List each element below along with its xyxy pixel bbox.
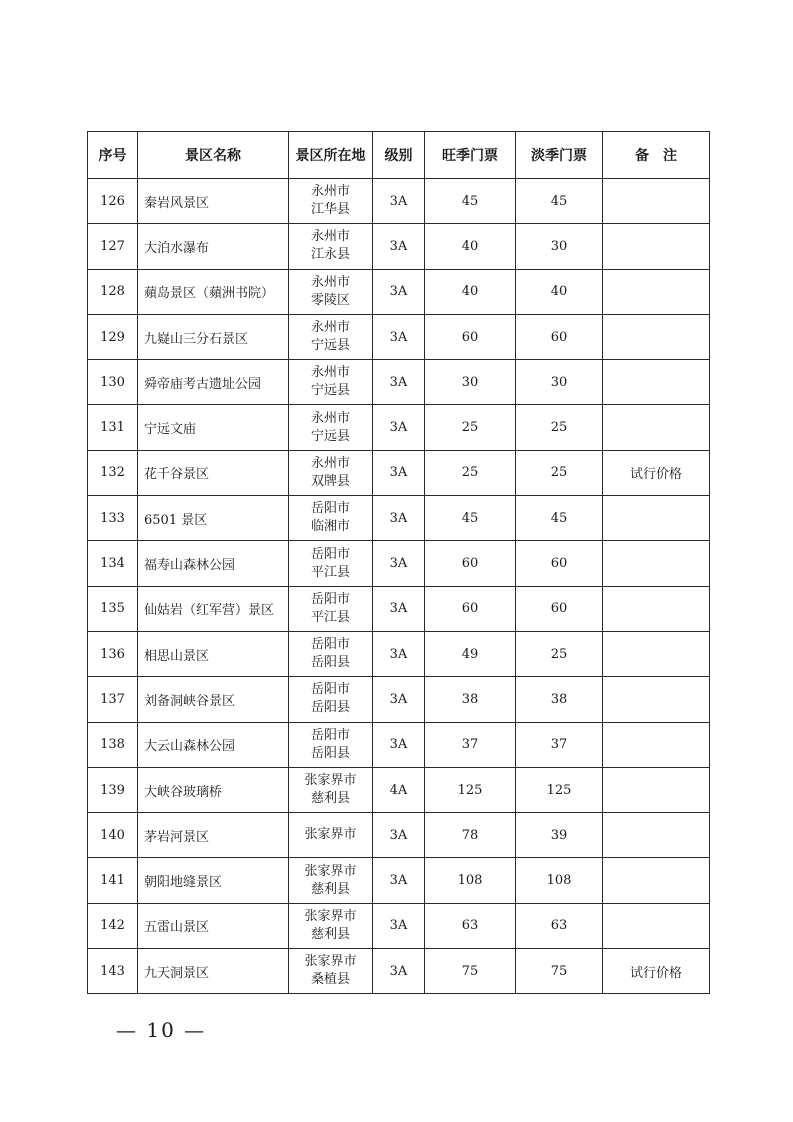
cell-scenic-name: 秦岩风景区 <box>138 179 289 224</box>
location-county: 宁远县 <box>310 338 350 354</box>
cell-serial-number: 137 <box>88 677 138 722</box>
location-county: 岳阳县 <box>310 700 350 716</box>
cell-peak-ticket: 78 <box>425 813 516 858</box>
cell-remarks <box>603 496 710 541</box>
cell-serial-number: 127 <box>88 224 138 269</box>
cell-location <box>289 450 373 495</box>
location-city: 岳阳市 <box>310 727 350 743</box>
location-county: 平江县 <box>310 564 350 580</box>
location-county: 岳阳县 <box>310 655 350 671</box>
cell-serial-number: 131 <box>88 405 138 450</box>
table-row <box>88 314 710 359</box>
location-county: 慈利县 <box>310 791 350 806</box>
location-city: 张家界市 <box>304 863 357 879</box>
cell-location <box>289 405 373 450</box>
location-city: 永州市 <box>310 455 350 471</box>
cell-offpeak-ticket: 37 <box>516 722 603 767</box>
cell-location <box>289 949 373 994</box>
cell-scenic-name: 大云山森林公园 <box>138 722 289 767</box>
cell-scenic-name: 蘋岛景区（蘋洲书院） <box>138 269 289 314</box>
cell-level: 3A <box>373 269 425 314</box>
cell-level: 3A <box>373 813 425 858</box>
cell-scenic-name: 6501 景区 <box>138 496 289 541</box>
location-city: 岳阳市 <box>310 591 350 607</box>
cell-remarks <box>603 541 710 586</box>
cell-serial-number: 140 <box>88 813 138 858</box>
scenic-area-price-table <box>87 131 710 994</box>
cell-location <box>289 858 373 903</box>
cell-offpeak-ticket: 25 <box>516 631 603 676</box>
location-city: 永州市 <box>310 320 350 336</box>
cell-peak-ticket: 60 <box>425 586 516 631</box>
cell-remarks <box>603 360 710 405</box>
header-scenic-name: 景区名称 <box>138 132 289 179</box>
location-city: 张家界市 <box>304 773 357 788</box>
location-city: 永州市 <box>310 410 350 426</box>
cell-offpeak-ticket: 60 <box>516 541 603 586</box>
location-city: 张家界市 <box>304 908 357 924</box>
location-city: 岳阳市 <box>310 682 350 698</box>
cell-peak-ticket: 108 <box>425 858 516 903</box>
cell-level: 3A <box>373 858 425 903</box>
location-county: 平江县 <box>310 609 350 625</box>
cell-peak-ticket: 25 <box>425 450 516 495</box>
cell-level: 3A <box>373 903 425 948</box>
location-city: 永州市 <box>310 365 350 381</box>
table-row <box>88 405 710 450</box>
location-city: 永州市 <box>310 184 350 200</box>
cell-serial-number: 142 <box>88 903 138 948</box>
cell-offpeak-ticket: 30 <box>516 224 603 269</box>
cell-peak-ticket: 37 <box>425 722 516 767</box>
table-row <box>88 450 710 495</box>
location-county: 江永县 <box>310 247 350 263</box>
header-level: 级别 <box>373 132 425 179</box>
header-location: 景区所在地 <box>289 132 373 179</box>
table-row <box>88 631 710 676</box>
location-county: 江华县 <box>310 202 350 218</box>
location-county: 宁远县 <box>310 383 350 399</box>
cell-level: 3A <box>373 677 425 722</box>
cell-scenic-name: 宁远文庙 <box>138 405 289 450</box>
cell-remarks <box>603 179 710 224</box>
cell-level: 3A <box>373 405 425 450</box>
cell-location <box>289 586 373 631</box>
cell-level: 3A <box>373 541 425 586</box>
cell-offpeak-ticket: 39 <box>516 813 603 858</box>
cell-scenic-name: 大泊水瀑布 <box>138 224 289 269</box>
table-row <box>88 224 710 269</box>
header-remarks: 备 注 <box>603 132 710 179</box>
cell-serial-number: 139 <box>88 767 138 812</box>
cell-scenic-name: 五雷山景区 <box>138 903 289 948</box>
cell-scenic-name: 花千谷景区 <box>138 450 289 495</box>
cell-remarks <box>603 586 710 631</box>
cell-serial-number: 135 <box>88 586 138 631</box>
table-row <box>88 360 710 405</box>
cell-peak-ticket: 40 <box>425 269 516 314</box>
cell-offpeak-ticket: 38 <box>516 677 603 722</box>
cell-peak-ticket: 60 <box>425 541 516 586</box>
cell-remarks <box>603 405 710 450</box>
cell-remarks <box>603 314 710 359</box>
cell-offpeak-ticket: 125 <box>516 767 603 812</box>
cell-level: 4A <box>373 767 425 812</box>
table-row <box>88 813 710 858</box>
cell-peak-ticket: 45 <box>425 179 516 224</box>
cell-serial-number: 136 <box>88 631 138 676</box>
cell-location <box>289 677 373 722</box>
cell-remarks: 试行价格 <box>603 450 710 495</box>
location-county: 桑植县 <box>310 972 350 988</box>
cell-offpeak-ticket: 45 <box>516 496 603 541</box>
cell-remarks <box>603 722 710 767</box>
table-row <box>88 949 710 994</box>
cell-scenic-name: 仙姑岩（红军营）景区 <box>138 586 289 631</box>
cell-location <box>289 541 373 586</box>
cell-peak-ticket: 125 <box>425 767 516 812</box>
location-county: 慈利县 <box>310 926 350 942</box>
cell-scenic-name: 大峡谷玻璃桥 <box>138 767 289 812</box>
cell-serial-number: 138 <box>88 722 138 767</box>
table-row <box>88 858 710 903</box>
location-county: 慈利县 <box>310 881 350 897</box>
cell-peak-ticket: 25 <box>425 405 516 450</box>
location-city: 永州市 <box>310 274 350 290</box>
location-county: 双牌县 <box>310 473 350 489</box>
cell-peak-ticket: 60 <box>425 314 516 359</box>
cell-scenic-name: 福寿山森林公园 <box>138 541 289 586</box>
cell-peak-ticket: 45 <box>425 496 516 541</box>
table-row <box>88 496 710 541</box>
cell-level: 3A <box>373 224 425 269</box>
cell-level: 3A <box>373 586 425 631</box>
cell-level: 3A <box>373 360 425 405</box>
cell-scenic-name: 朝阳地缝景区 <box>138 858 289 903</box>
cell-serial-number: 133 <box>88 496 138 541</box>
cell-location <box>289 269 373 314</box>
cell-offpeak-ticket: 40 <box>516 269 603 314</box>
cell-remarks <box>603 269 710 314</box>
cell-location <box>289 179 373 224</box>
cell-peak-ticket: 49 <box>425 631 516 676</box>
table-row <box>88 586 710 631</box>
cell-level: 3A <box>373 314 425 359</box>
cell-location <box>289 224 373 269</box>
cell-remarks <box>603 858 710 903</box>
cell-level: 3A <box>373 722 425 767</box>
cell-offpeak-ticket: 45 <box>516 179 603 224</box>
cell-offpeak-ticket: 108 <box>516 858 603 903</box>
cell-remarks <box>603 224 710 269</box>
cell-level: 3A <box>373 949 425 994</box>
table-header-row <box>88 132 710 179</box>
cell-serial-number: 129 <box>88 314 138 359</box>
cell-serial-number: 143 <box>88 949 138 994</box>
location-county: 岳阳县 <box>310 745 350 761</box>
cell-remarks <box>603 631 710 676</box>
cell-offpeak-ticket: 25 <box>516 450 603 495</box>
table-row <box>88 903 710 948</box>
table-body <box>88 179 710 994</box>
cell-serial-number: 132 <box>88 450 138 495</box>
cell-peak-ticket: 75 <box>425 949 516 994</box>
table-row <box>88 767 710 812</box>
cell-location <box>289 314 373 359</box>
table-row <box>88 541 710 586</box>
cell-remarks <box>603 903 710 948</box>
cell-serial-number: 141 <box>88 858 138 903</box>
cell-scenic-name: 茅岩河景区 <box>138 813 289 858</box>
cell-offpeak-ticket: 30 <box>516 360 603 405</box>
cell-offpeak-ticket: 75 <box>516 949 603 994</box>
cell-location <box>289 496 373 541</box>
cell-remarks <box>603 767 710 812</box>
cell-scenic-name: 刘备洞峡谷景区 <box>138 677 289 722</box>
cell-offpeak-ticket: 25 <box>516 405 603 450</box>
table-row <box>88 722 710 767</box>
table-row <box>88 179 710 224</box>
cell-serial-number: 130 <box>88 360 138 405</box>
cell-peak-ticket: 40 <box>425 224 516 269</box>
location-city: 张家界市 <box>304 954 357 970</box>
location-county: 临湘市 <box>310 519 350 535</box>
location-county: 宁远县 <box>310 428 350 444</box>
cell-remarks <box>603 677 710 722</box>
location-city: 张家界市 <box>304 827 357 843</box>
cell-remarks <box>603 813 710 858</box>
header-serial-number: 序号 <box>88 132 138 179</box>
cell-level: 3A <box>373 496 425 541</box>
cell-serial-number: 128 <box>88 269 138 314</box>
location-city: 岳阳市 <box>310 501 350 517</box>
cell-offpeak-ticket: 60 <box>516 586 603 631</box>
cell-scenic-name: 相思山景区 <box>138 631 289 676</box>
cell-scenic-name: 九嶷山三分石景区 <box>138 314 289 359</box>
cell-offpeak-ticket: 60 <box>516 314 603 359</box>
page-number: — 10 — <box>116 1018 207 1042</box>
location-city: 永州市 <box>310 229 350 245</box>
cell-peak-ticket: 30 <box>425 360 516 405</box>
cell-level: 3A <box>373 631 425 676</box>
cell-location <box>289 813 373 858</box>
cell-level: 3A <box>373 179 425 224</box>
cell-scenic-name: 舜帝庙考古遗址公园 <box>138 360 289 405</box>
location-city: 岳阳市 <box>310 637 350 653</box>
cell-location <box>289 631 373 676</box>
cell-peak-ticket: 38 <box>425 677 516 722</box>
cell-scenic-name: 九天洞景区 <box>138 949 289 994</box>
cell-location <box>289 722 373 767</box>
cell-level: 3A <box>373 450 425 495</box>
cell-peak-ticket: 63 <box>425 903 516 948</box>
cell-serial-number: 126 <box>88 179 138 224</box>
cell-location <box>289 767 373 812</box>
header-peak-ticket: 旺季门票 <box>425 132 516 179</box>
cell-location <box>289 903 373 948</box>
header-offpeak-ticket: 淡季门票 <box>516 132 603 179</box>
location-city: 岳阳市 <box>310 546 350 562</box>
location-county: 零陵区 <box>310 292 350 308</box>
table-row <box>88 269 710 314</box>
table-row <box>88 677 710 722</box>
cell-remarks: 试行价格 <box>603 949 710 994</box>
cell-serial-number: 134 <box>88 541 138 586</box>
cell-offpeak-ticket: 63 <box>516 903 603 948</box>
cell-location <box>289 360 373 405</box>
